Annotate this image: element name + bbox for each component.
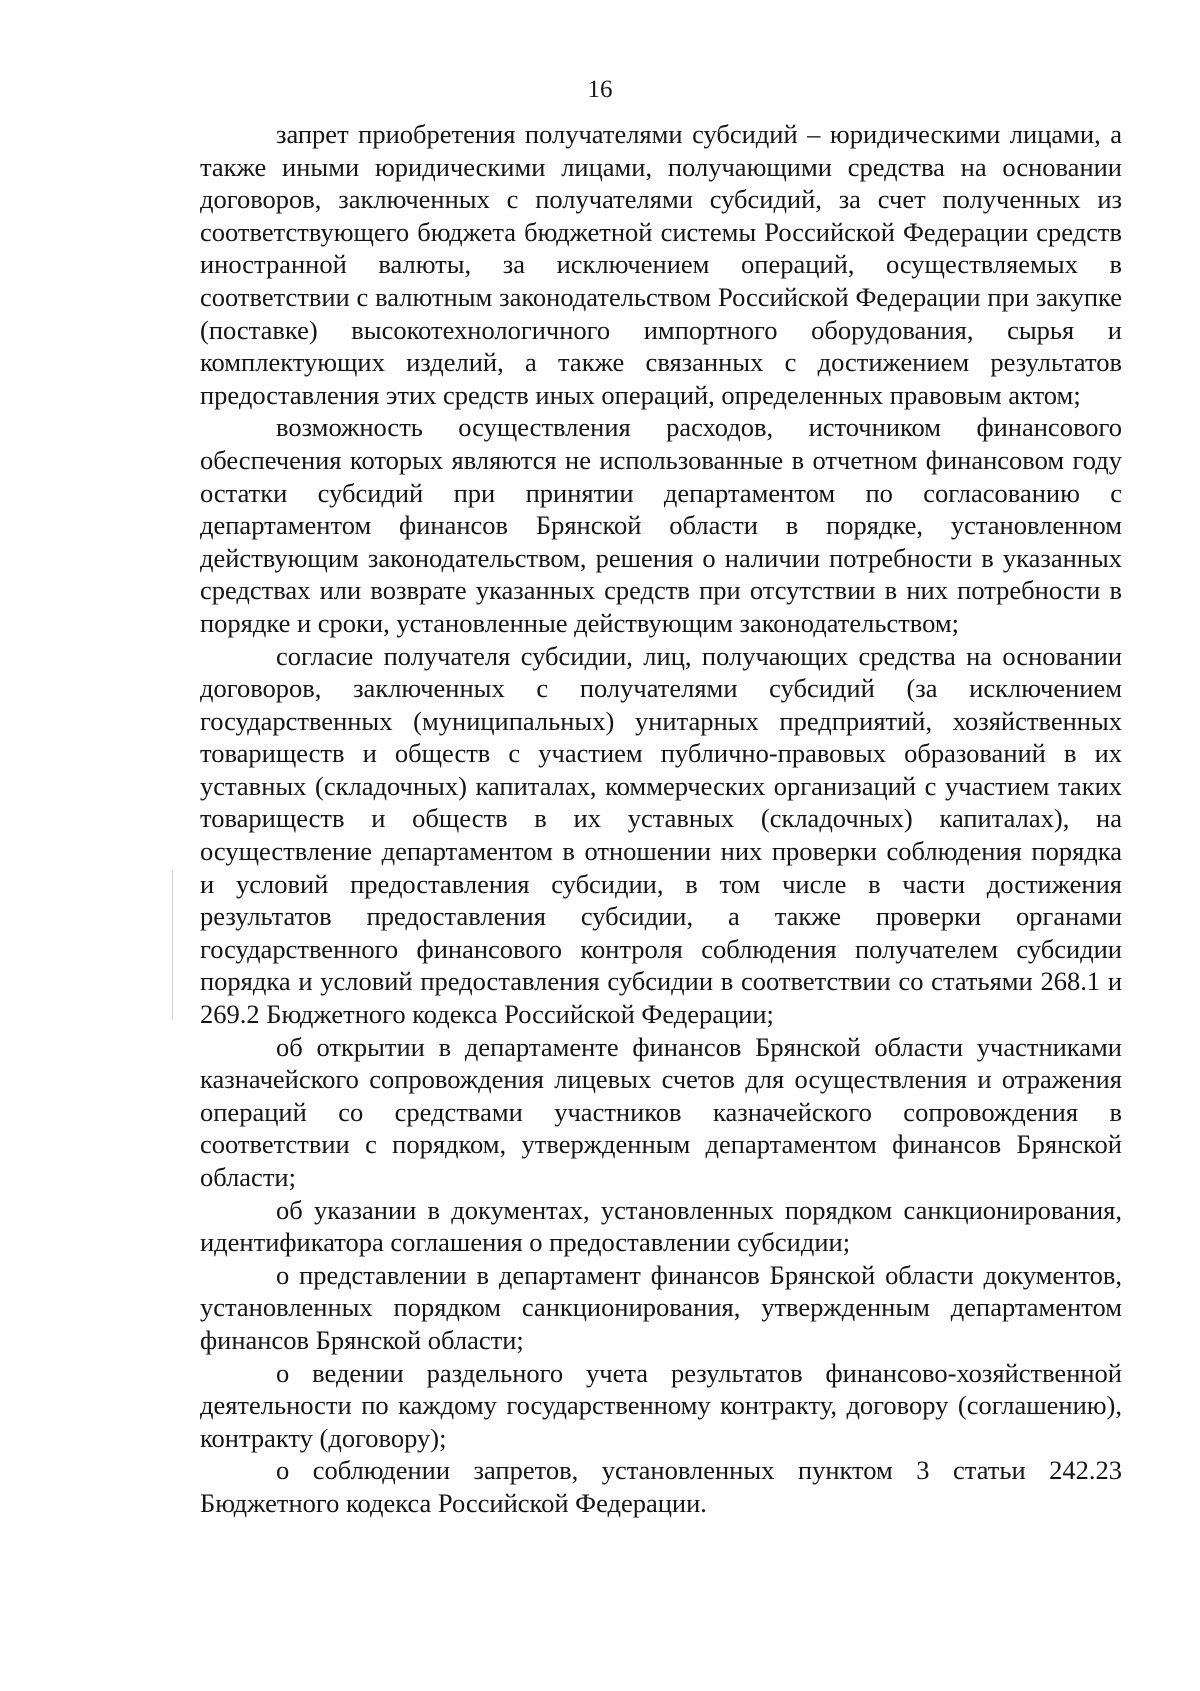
paragraph-unused-balances: возможность осуществления расходов, источником финансового обеспечения которых являются не использованные в отчетном финансовом году остатки субсидий при принятии департаментом по согласованию с департаментом финансов Брянской области в порядке, установленном действующим законодательством, решения о наличии потребности в указанных средствах или возврате указанных средств при отсутствии в них потребности в порядке и сроки, установленные действующим законодательством; <box>200 412 1122 638</box>
paragraph-account-opening: об открытии в департаменте финансов Брянской области участниками казначейского сопровождения лицевых счетов для осуществления и отражения операций со средствами участников казначейского сопровождения в соответствии с порядком, утвержденным департаментом финансов Брянской области; <box>200 1031 1122 1192</box>
paragraph-foreign-currency-ban: запрет приобретения получателями субсидий – юридическими лицами, а также иными юридическими лицами, получающими средства на основании договоров, заключенных с получателями субсидий, за счет полученных из соответствующего бюджета бюджетной системы Российской Федерации средств иностранной валюты, за исключением операций, осуществляемых в соответствии с валютным законодательством Российской Федерации при закупке (поставке) высокотехнологичного импортного оборудования, сырья и комплектующих изделий, а также связанных с достижением результатов предоставления этих средств иных операций, определенных правовым актом; <box>200 119 1122 410</box>
paragraph-prohibitions-compliance: о соблюдении запретов, установленных пунктом 3 статьи 242.23 Бюджетного кодекса Российской Федерации. <box>200 1455 1122 1518</box>
page-number: 16 <box>587 76 613 103</box>
paragraph-document-submission: о представлении в департамент финансов Брянской области документов, установленных порядком санкционирования, утвержденным департаментом финансов Брянской области; <box>200 1259 1122 1355</box>
paragraph-inspection-consent: согласие получателя субсидии, лиц, получающих средства на основании договоров, заключенных с получателями субсидий (за исключением государственных (муниципальных) унитарных предприятий, хозяйственных товариществ и обществ с участием публично-правовых образований в их уставных (складочных) капиталах, коммерческих организаций с участием таких товариществ и обществ в их уставных (складочных) капиталах), на осуществление департаментом в отношении них проверки соблюдения порядка и условий предоставления субсидии, в том числе в части достижения результатов предоставления субсидии, а также проверки органами государственного финансового контроля соблюдения получателем субсидии порядка и условий предоставления субсидии в соответствии со статьями 268.1 и 269.2 Бюджетного кодекса Российской Федерации; <box>200 640 1122 1030</box>
document-body <box>200 118 1122 1520</box>
margin-scan-mark <box>172 870 173 1020</box>
paragraph-agreement-identifier: об указании в документах, установленных порядком санкционирования, идентификатора соглашения о предоставлении субсидии; <box>200 1194 1122 1258</box>
paragraph-separate-accounting: о ведении раздельного учета результатов финансово-хозяйственной деятельности по каждому государственному контракту, договору (соглашению), контракту (договору); <box>200 1357 1122 1453</box>
